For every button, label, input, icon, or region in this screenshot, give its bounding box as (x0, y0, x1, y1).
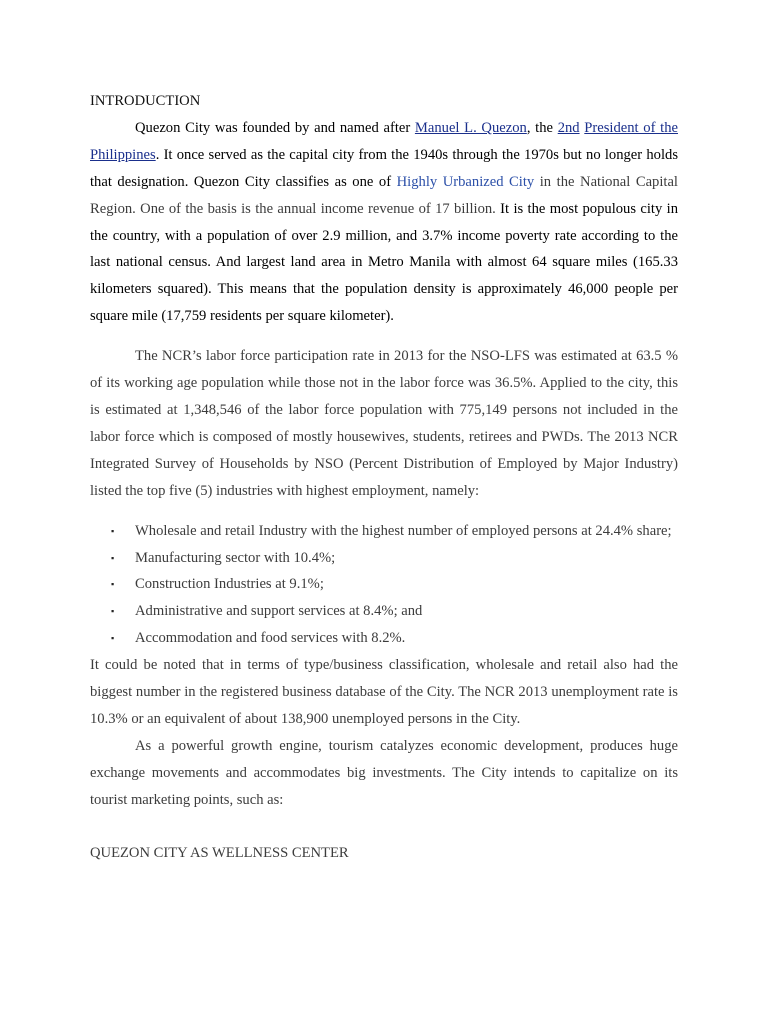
text-segment: . It once served as the capital city from the 1940s through the 1970s but no longer holds that designation. Quezon City classifies as one of (90, 146, 678, 190)
bullet-square-icon: ▪ (111, 633, 115, 644)
list-item-text: Manufacturing sector with 10.4%; (135, 549, 336, 566)
link-2nd[interactable]: 2nd (557, 119, 580, 136)
paragraph-labor-force: The NCR’s labor force participation rate in 2013 for the NSO-LFS was estimated at 63.5 % of its working age population while those not in the labor force was 36.5%. Applied to the city, this is estimated at 1,348,546 of the labor force population with 775,149 persons not included in the labor force which is composed of mostly housewives, students, retirees and PWDs. The 2013 NCR Integrated Survey of Households by NSO (Percent Distribution of Employed by Major Industry) listed the top five (5) industries with highest employment, namely: (90, 348, 678, 499)
paragraph-gap (90, 330, 678, 343)
text-segment: in the National Capital Region. One of the basis is the annual income revenue of 17 billion. (90, 173, 678, 217)
paragraph-business-classification: It could be noted that in terms of type/business classification, wholesale and retail also had the biggest number in the registered business database of the City. The NCR 2013 unemployment rate is 10.3% or an equivalent of about 138,900 unemployed persons in the City. (90, 657, 678, 727)
bullet-square-icon: ▪ (111, 552, 115, 563)
text-segment: was founded by and named after (210, 119, 415, 136)
section-heading-introduction: INTRODUCTION (90, 93, 201, 109)
list-item (90, 545, 678, 572)
link-highly-urbanized-city[interactable]: Highly Urbanized City (396, 173, 535, 190)
list-item (90, 518, 678, 545)
document-page (90, 88, 678, 866)
industry-bullet-list (90, 518, 678, 653)
list-item-text: Administrative and support services at 8.4%; and (135, 603, 423, 620)
text-segment: It is the most populous city in the country, with a population of over 2.9 million, and 3.7% income poverty rate according to the last national census. And largest land area in Metro Manila with almost 64 square miles (165.33 kilometers squared). This means that the population density is approximately 46,000 people per square mile (17,759 residents per square kilometer). (90, 200, 678, 325)
paragraph-intro (90, 115, 678, 330)
list-item-text: Wholesale and retail Industry with the highest number of employed persons at 24.4% share; (135, 522, 672, 539)
paragraph-tourism: As a powerful growth engine, tourism catalyzes economic development, produces huge exchange movements and accommodates big investments. The City intends to capitalize on its tourist marketing points, such as: (90, 737, 678, 808)
text-segment: , the (526, 119, 558, 136)
bullet-square-icon: ▪ (111, 525, 115, 536)
list-item (90, 598, 678, 625)
bullet-square-icon: ▪ (111, 579, 115, 590)
link-president-of-philippines[interactable]: President of the Philippines (90, 119, 678, 163)
list-item-text: Accommodation and food services with 8.2%. (135, 630, 406, 647)
link-manuel-quezon[interactable]: Manuel L. Quezon (414, 119, 527, 136)
list-item (90, 571, 678, 598)
text-quezon-city: Quezon City (135, 119, 211, 136)
list-item (90, 625, 678, 652)
list-item-text: Construction Industries at 9.1%; (135, 576, 324, 593)
bullet-square-icon: ▪ (111, 606, 115, 617)
section-heading-wellness-center: QUEZON CITY AS WELLNESS CENTER (90, 844, 349, 861)
